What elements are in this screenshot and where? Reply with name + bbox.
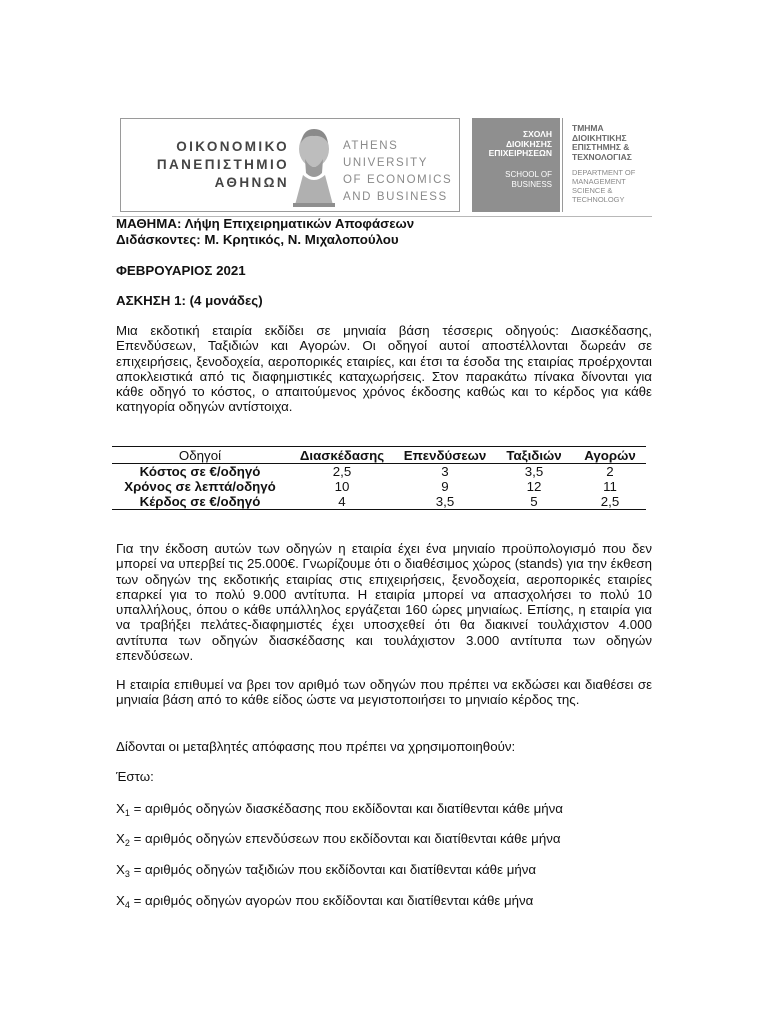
aueb-greek-line: ΠΑΝΕΠΙΣΤΗΜΙΟ — [156, 157, 289, 172]
variable-description: = αριθμός οδηγών επενδύσεων που εκδίδονται και διατίθενται κάθε μήνα — [129, 831, 561, 846]
table-row — [112, 464, 646, 480]
header-logos — [120, 118, 652, 214]
aueb-greek-line: ΟΙΚΟΝΟΜΙΚΟ — [176, 139, 289, 154]
instructors: Διδάσκοντες: Μ. Κρητικός, Ν. Μιχαλοπούλου — [116, 232, 399, 247]
table-header-cell: Επενδύσεων — [396, 447, 494, 464]
school-greek-name — [489, 130, 552, 159]
school-greek-line: ΕΠΙΧΕΙΡΗΣΕΩΝ — [488, 148, 552, 158]
table-cell: 3 — [441, 464, 449, 479]
department-english-line: DEPARTMENT OF — [572, 168, 636, 177]
table-cell: 2,5 — [332, 464, 352, 479]
department-logo — [562, 118, 652, 212]
table-cell: 10 — [334, 479, 350, 494]
row-label: Χρόνος σε λεπτά/οδηγό — [124, 479, 276, 494]
aueb-english-line: AND BUSINESS — [343, 191, 448, 203]
variable-symbol: X — [116, 862, 125, 877]
table-cell: 2,5 — [574, 494, 646, 510]
school-english-line: SCHOOL OF — [505, 170, 552, 179]
department-english-line: TECHNOLOGY — [572, 195, 625, 204]
variable-symbol: X — [116, 801, 125, 816]
school-english-line: BUSINESS — [511, 179, 552, 189]
variable-symbol: X — [116, 831, 125, 846]
table-cell: 9 — [441, 479, 449, 494]
variable-x3 — [116, 862, 536, 879]
row-label: Κόστος σε €/οδηγό — [139, 464, 261, 479]
let-label: Έστω: — [116, 769, 154, 784]
table-row — [112, 494, 646, 510]
variable-description: = αριθμός οδηγών αγορών που εκδίδονται και διατίθενται κάθε μήνα — [129, 893, 534, 908]
school-greek-line: ΣΧΟΛΗ — [523, 129, 552, 139]
variable-index: 1 — [124, 808, 130, 818]
variable-description: = αριθμός οδηγών ταξιδιών που εκδίδονται και διατίθενται κάθε μήνα — [129, 862, 537, 877]
guides-table — [112, 446, 646, 510]
paragraph-intro: Μια εκδοτική εταιρία εκδίδει σε μηνιαία βάση τέσσερις οδηγούς: Διασκέδασης, Επενδύσεων, Ταξιδιών και Αγορών. Οι οδηγοί αυτοί αποστέλλονται δωρεάν σε επιχειρήσεις, ξενοδοχεία, αεροπορικές εταιρίες, και έτσι τα έσοδα της εταιρίας προέρχονται αποκλειστικά από τις διαφημιστικές καταχωρήσεις. Στον παρακάτω πίνακα δίνονται για κάθε οδηγό το κόστος, ο απαιτούμενος χρόνος έκδοσης καθώς και το κέρδος για κάθε κατηγορία οδηγών αντίστοιχα. — [116, 323, 652, 415]
variable-index: 2 — [124, 838, 130, 848]
table-cell: 3,5 — [524, 464, 544, 479]
hermes-bust-icon — [289, 123, 339, 209]
department-greek-line: ΔΙΟΙΚΗΤΙΚΗΣ — [572, 132, 627, 143]
table-cell: 3,5 — [396, 494, 494, 510]
table-header-cell: Διασκέδασης — [288, 447, 396, 464]
school-greek-line: ΔΙΟΙΚΗΣΗΣ — [505, 138, 552, 149]
department-greek-line: ΤΕΧΝΟΛΟΓΙΑΣ — [572, 151, 632, 162]
department-english-line: MANAGEMENT — [572, 177, 626, 186]
table-header-cell: Οδηγοί — [112, 447, 288, 464]
aueb-greek-name — [139, 138, 289, 192]
aueb-english-line: ATHENS UNIVERSITY — [343, 140, 429, 169]
aueb-greek-line: ΑΘΗΝΩΝ — [214, 175, 289, 190]
department-greek-line: ΤΜΗΜΑ — [572, 123, 604, 133]
variable-x1 — [116, 801, 563, 818]
aueb-english-name — [343, 138, 459, 206]
department-english-name — [572, 168, 635, 204]
exercise-title: ΑΣΚΗΣΗ 1: (4 μονάδες) — [116, 293, 263, 308]
course-title: ΜΑΘΗΜΑ: Λήψη Επιχειρηματικών Αποφάσεων — [116, 216, 415, 231]
table-cell: 11 — [603, 479, 617, 494]
aueb-english-line: OF ECONOMICS — [343, 174, 453, 186]
table-header-cell: Αγορών — [574, 447, 646, 464]
table-cell: 2 — [606, 464, 614, 479]
table-cell: 4 — [288, 494, 396, 510]
table-row — [112, 479, 646, 494]
table-cell: 5 — [494, 494, 574, 510]
table-header-row — [112, 447, 646, 464]
variable-x4 — [116, 893, 533, 910]
variable-index: 4 — [124, 900, 130, 910]
variable-description: = αριθμός οδηγών διασκέδασης που εκδίδονται και διατίθενται κάθε μήνα — [129, 801, 563, 816]
variable-x2 — [116, 831, 561, 848]
department-english-line: SCIENCE & — [572, 186, 613, 195]
paragraph-objective: Η εταιρία επιθυμεί να βρει τον αριθμό των οδηγών που πρέπει να εκδώσει και διαθέσει σε μηνιαία βάση από το κάθε είδος ώστε να μεγιστοποιήσει το μηνιαίο κέρδος της. — [116, 677, 652, 708]
school-of-business-logo — [472, 118, 560, 212]
variable-symbol: X — [116, 893, 125, 908]
department-greek-name — [572, 124, 632, 162]
decision-variables-intro: Δίδονται οι μεταβλητές απόφασης που πρέπει να χρησιμοποιηθούν: — [116, 739, 516, 754]
paragraph-constraints: Για την έκδοση αυτών των οδηγών η εταιρία έχει ένα μηνιαίο προϋπολογισμό που δεν μπορεί να υπερβεί τις 25.000€. Γνωρίζουμε ότι ο διαθέσιμος χώρος (stands) για την έκθεση των οδηγών της εκδοτικής εταιρίας στις επιχειρήσεις, ξενοδοχεία, αεροπορικές εταιρίες επαρκεί για το πολύ 9.000 αντίτυπα. Η εταιρία μπορεί να απασχολήσει το πολύ 10 υπαλλήλους, όπου ο κάθε υπάλληλος εργάζεται 160 ώρες μηνιαίως. Επίσης, η εταιρία για να τραβήξει πελάτες-διαφημιστές έχει υποσχεθεί ότι θα διακινεί τουλάχιστον 4.000 αντίτυπα των οδηγών διασκέδασης και τουλάχιστον 3.000 αντίτυπα των οδηγών επενδύσεων. — [116, 541, 652, 664]
department-greek-line: ΕΠΙΣΤΗΜΗΣ & — [572, 142, 630, 152]
school-english-name — [505, 170, 552, 189]
variable-index: 3 — [124, 869, 130, 879]
exam-date: ΦΕΒΡΟΥΑΡΙΟΣ 2021 — [116, 263, 246, 278]
table-cell: 12 — [526, 479, 542, 494]
aueb-logo — [120, 118, 460, 212]
table-header-cell: Ταξιδιών — [494, 447, 574, 464]
row-label: Κέρδος σε €/οδηγό — [112, 494, 288, 510]
